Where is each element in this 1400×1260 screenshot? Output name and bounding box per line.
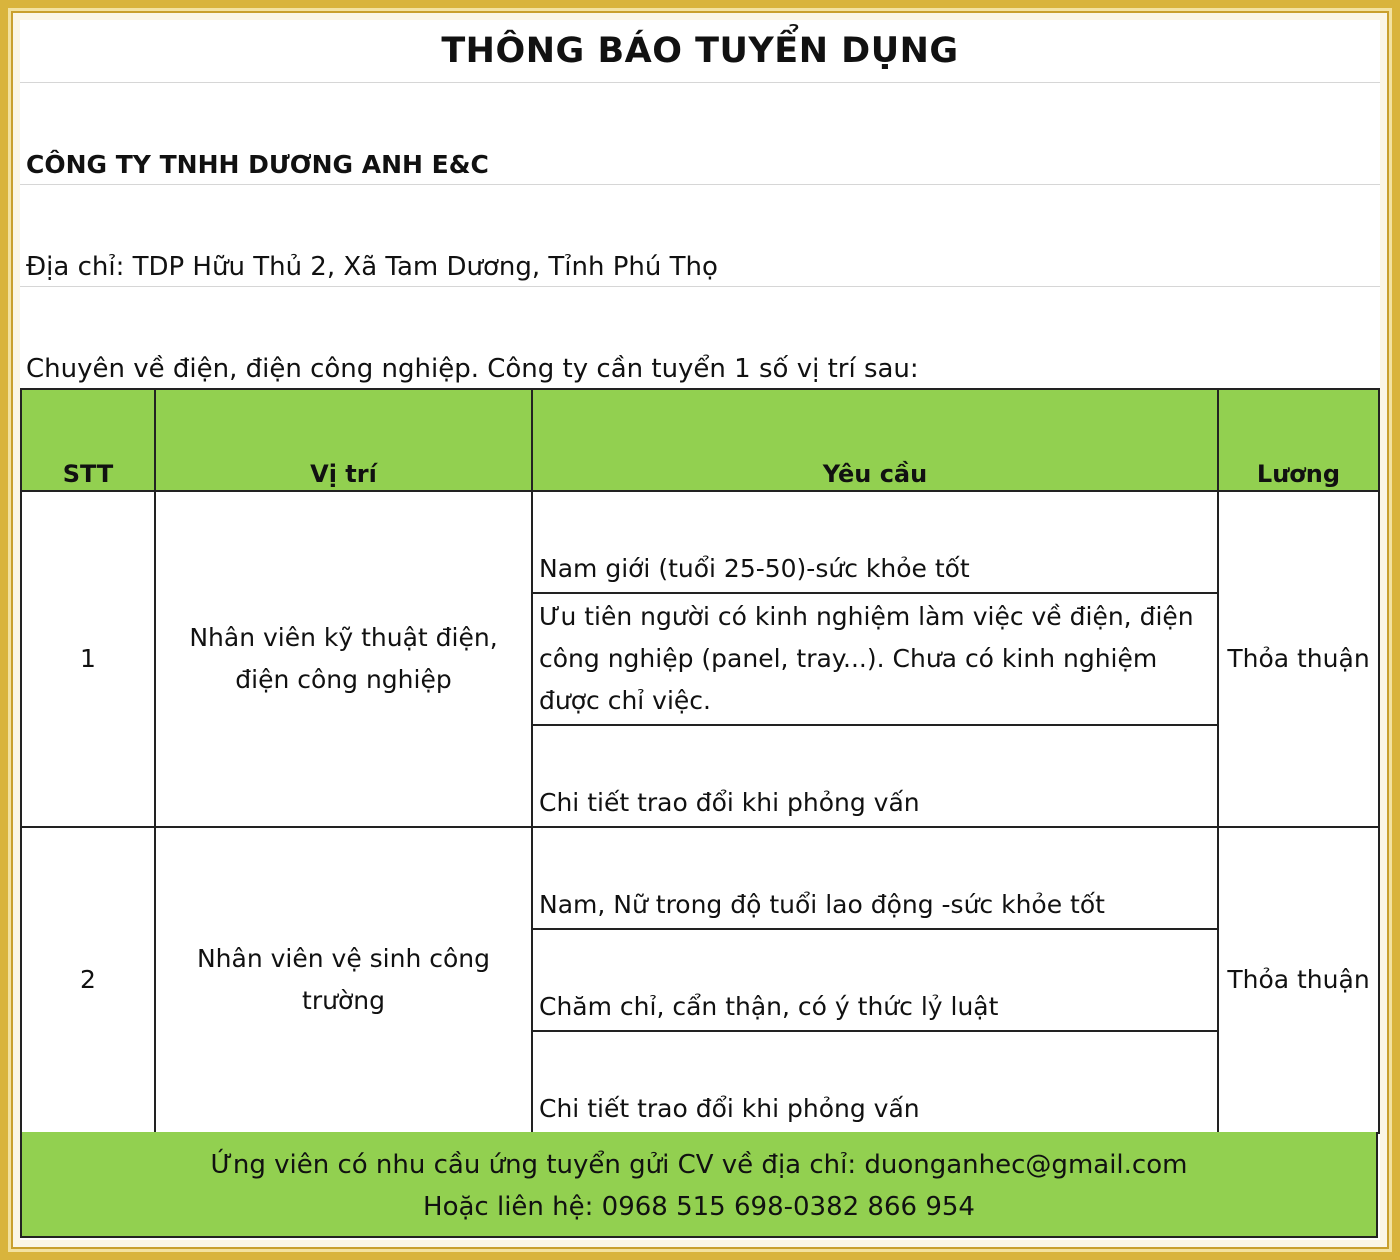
header-salary: Lương [1218,389,1379,491]
row-position: Nhân viên vệ sinh công trường [155,827,532,1133]
recruitment-notice [20,20,1380,1240]
requirement-item: Nam, Nữ trong độ tuổi lao động -sức khỏe tốt [532,827,1218,929]
row-position: Nhân viên kỹ thuật điện, điện công nghiệp [155,491,532,827]
company-name: CÔNG TY TNHH DƯƠNG ANH E&C [26,150,489,179]
row-salary: Thỏa thuận [1218,491,1379,827]
intro-text: Chuyên về điện, điện công nghiệp. Công ty cần tuyển 1 số vị trí sau: [26,354,919,384]
requirement-item: Chi tiết trao đổi khi phỏng vấn [532,1031,1218,1133]
contact-footer [20,1132,1378,1238]
page-title: THÔNG BÁO TUYỂN DỤNG [441,31,959,71]
footer-cv-line: Ứng viên có nhu cầu ứng tuyển gửi CV về địa chỉ: duonganhec@gmail.com [210,1150,1188,1180]
header-position: Vị trí [155,389,532,491]
grid-line [20,286,1380,287]
footer-phone-line: Hoặc liên hệ: 0968 515 698-0382 866 954 [423,1192,975,1222]
grid-line [20,82,1380,83]
requirement-item: Nam giới (tuổi 25-50)-sức khỏe tốt [532,491,1218,593]
row-salary: Thỏa thuận [1218,827,1379,1133]
requirement-item: Chăm chỉ, cẩn thận, có ý thức lỷ luật [532,929,1218,1031]
company-address: Địa chỉ: TDP Hữu Thủ 2, Xã Tam Dương, Tỉnh Phú Thọ [26,252,718,282]
header-stt: STT [21,389,155,491]
header-requirements: Yêu cầu [532,389,1218,491]
requirement-item: Ưu tiên người có kinh nghiệm làm việc về điện, điện công nghiệp (panel, tray...). Chưa có kinh nghiệm được chỉ việc. [532,593,1218,725]
row-stt: 1 [21,491,155,827]
grid-line [20,184,1380,185]
table-row [21,827,1379,929]
row-stt: 2 [21,827,155,1133]
positions-table [20,388,1380,1134]
table-row [21,491,1379,593]
table-header-row [21,389,1379,491]
requirement-item: Chi tiết trao đổi khi phỏng vấn [532,725,1218,827]
